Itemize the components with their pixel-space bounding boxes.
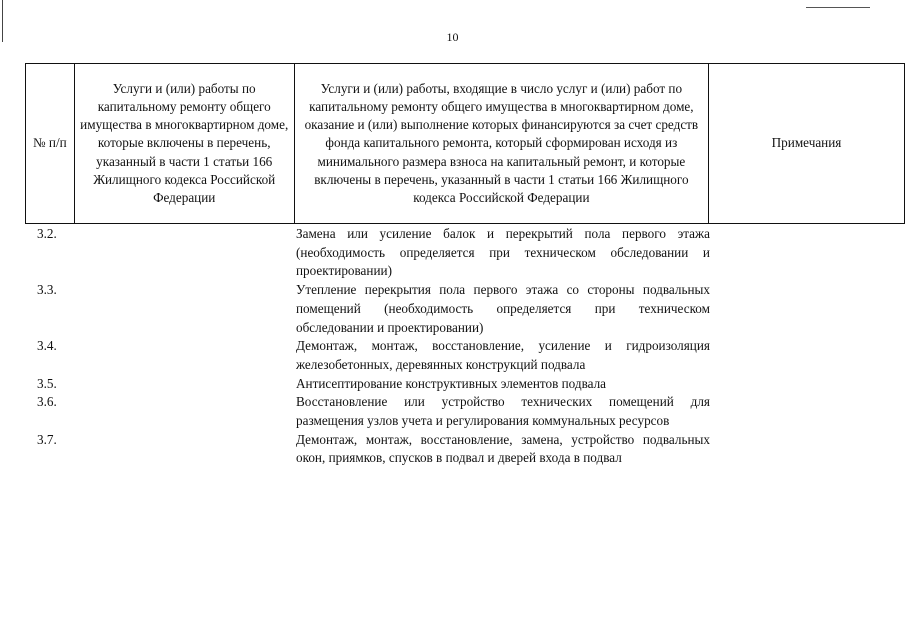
table-body	[25, 225, 905, 468]
table-row	[25, 393, 905, 430]
row-number: 3.6.	[37, 394, 57, 410]
table-header	[25, 63, 905, 224]
table-row	[25, 281, 905, 337]
header-rule	[806, 7, 870, 8]
table-row	[25, 431, 905, 468]
row-number: 3.7.	[37, 431, 57, 447]
row-text: Восстановление или устройство технических помещений для размещения узлов учета и регулирования коммунальных ресурсов	[296, 394, 710, 429]
column-header-works: Услуги и (или) работы, входящие в число услуг и (или) работ по капитальному ремонту общего имущества в многоквартирном доме, оказание и (или) выполнение которых финансируются за счет средств фонда капитального ремонта, который сформирован исходя из минимального размера взноса на капитальный ремонт, и которые включены в перечень, указанный в части 1 статьи 166 Жилищного кодекса Российской Федерации	[294, 64, 708, 224]
row-number: 3.5.	[37, 375, 57, 391]
table-row	[25, 375, 905, 394]
row-text: Антисептирование конструктивных элементов подвала	[296, 375, 607, 391]
page-number: 10	[446, 30, 459, 44]
column-header-notes: Примечания	[709, 64, 905, 224]
row-text: Замена или усиление балок и перекрытий пола первого этажа (необходимость определяется при техническом обследовании и проектировании)	[296, 226, 710, 279]
row-text: Демонтаж, монтаж, восстановление, усиление и гидроизоляция железобетонных, деревянных конструкций подвала	[296, 338, 710, 372]
row-text: Демонтаж, монтаж, восстановление, замена, устройство подвальных окон, приямков, спусков в подвал и дверей входа в подвал	[296, 431, 710, 466]
row-number: 3.4.	[37, 338, 57, 354]
row-text: Утепление перекрытия пола первого этажа со стороны подвальных помещений (необходимость определяется при техническом обследовании и проектировании)	[296, 282, 710, 335]
column-header-number: № п/п	[26, 64, 75, 224]
column-header-services: Услуги и (или) работы по капитальному ремонту общего имущества в многоквартирном доме, которые включены в перечень, указанный в части 1 статьи 166 Жилищного кодекса Российской Федерации	[74, 64, 294, 224]
row-number: 3.2.	[37, 226, 57, 241]
row-number: 3.3.	[37, 282, 57, 298]
table-row	[25, 337, 905, 374]
table-row	[25, 225, 905, 281]
